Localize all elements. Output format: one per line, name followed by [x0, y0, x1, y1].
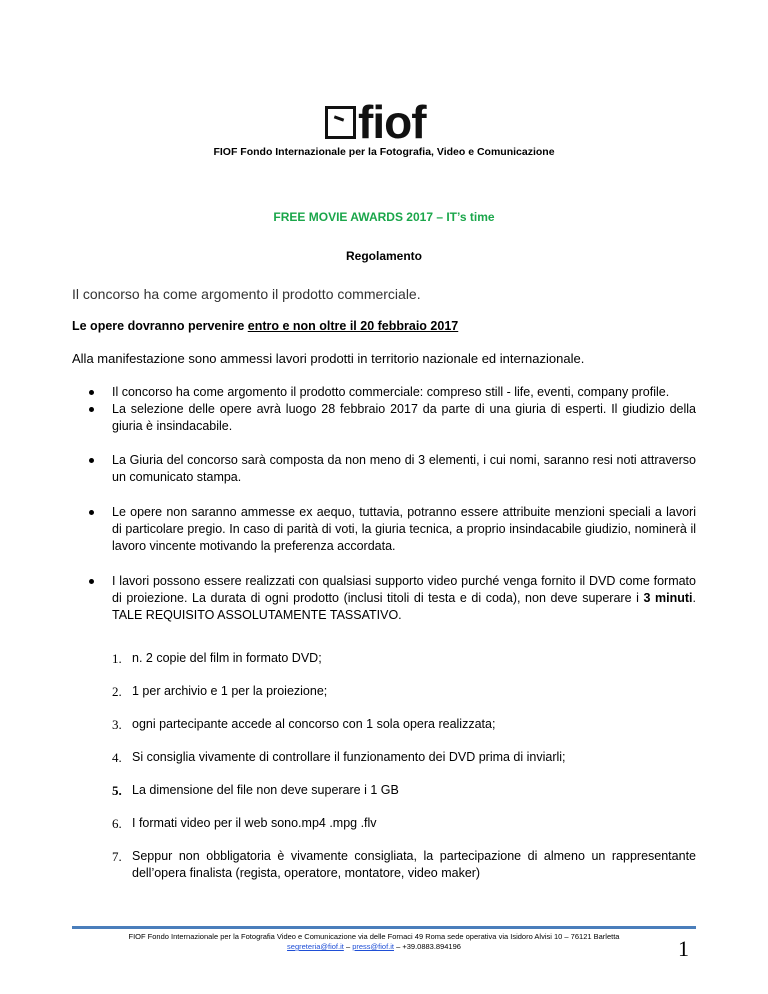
admission-paragraph: Alla manifestazione sono ammessi lavori prodotti in territorio nazionale ed internazionale. — [72, 351, 585, 366]
bullet-item: I lavori possono essere realizzati con qualsiasi supporto video purché venga fornito il DVD come formato di proiezione. La durata di ogni prodotto (inclusi titoli di testa e di coda), non deve superare i 3 minuti. TALE REQUISITO ASSOLUTAMENTE TASSATIVO. — [72, 573, 696, 624]
footer-contacts: segreteria@fiof.it – press@fiof.it – +39.0883.894196 — [287, 942, 461, 951]
bullet-icon — [89, 458, 94, 463]
bullet-icon — [89, 390, 94, 395]
numbered-item: 1. n. 2 copie del film in formato DVD; — [112, 651, 322, 666]
fiof-logo — [325, 96, 426, 148]
event-title: FREE MOVIE AWARDS 2017 – IT’s time — [273, 210, 495, 224]
rules-bullet-list — [72, 384, 696, 624]
bullet-item: Il concorso ha come argomento il prodotto commerciale: compreso still - life, eventi, company profile. — [72, 384, 696, 401]
numbered-item: 3. ogni partecipante accede al concorso con 1 sola opera realizzata; — [112, 717, 496, 732]
press-email-link[interactable]: press@fiof.it — [352, 942, 394, 951]
duration-limit: 3 minuti — [643, 591, 693, 605]
numbered-item: 4. Si consiglia vivamente di controllare il funzionamento dei DVD prima di inviarli; — [112, 750, 566, 765]
bullet-icon — [89, 510, 94, 515]
secretary-email-link[interactable]: segreteria@fiof.it — [287, 942, 344, 951]
deadline-prefix: Le opere dovranno pervenire — [72, 319, 248, 333]
bullet-item: Le opere non saranno ammesse ex aequo, tuttavia, potranno essere attribuite menzioni speciali a lavori di particolare pregio. In caso di parità di voti, la giuria tecnica, a proprio insindacabile giudizio, nominerà il lavoro vincente motivando la preferenza accordata. — [72, 504, 696, 555]
logo-text: fiof — [358, 96, 426, 148]
footer — [64, 932, 684, 952]
intro-paragraph: Il concorso ha come argomento il prodotto commerciale. — [72, 286, 421, 302]
numbered-item: 5. La dimensione del file non deve superare i 1 GB — [112, 783, 399, 798]
footer-address: FIOF Fondo Internazionale per la Fotografia Video e Comunicazione via delle Fornaci 49 Roma sede operativa via Isidoro Alvisi 10 – 76121 Barletta — [128, 932, 620, 941]
bullet-item: La Giuria del concorso sarà composta da non meno di 3 elementi, i cui nomi, saranno resi noti attraverso un comunicato stampa. — [72, 452, 696, 486]
logo-box-icon — [325, 106, 356, 139]
page-number: 1 — [678, 936, 689, 961]
deadline-date: entro e non oltre il 20 febbraio 2017 — [247, 319, 459, 333]
bullet-icon — [89, 407, 94, 412]
bullet-icon — [89, 579, 94, 584]
deadline-paragraph — [72, 319, 458, 333]
numbered-item: 2. 1 per archivio e 1 per la proiezione; — [112, 684, 328, 699]
requirements-numbered-list — [112, 650, 696, 898]
organization-name: FIOF Fondo Internazionale per la Fotografia, Video e Comunicazione — [213, 146, 555, 158]
document-subtitle: Regolamento — [345, 249, 422, 263]
bullet-item: La selezione delle opere avrà luogo 28 febbraio 2017 da parte di una giuria di esperti. Il giudizio della giuria è insindacabile. — [72, 401, 696, 435]
numbered-item: 7. Seppur non obbligatoria è vivamente consigliata, la partecipazione di almeno un rappresentante dell’opera finalista (regista, operatore, montatore, video maker) — [112, 849, 696, 880]
numbered-item: 6. I formati video per il web sono.mp4 .mpg .flv — [112, 816, 377, 831]
footer-divider — [72, 926, 696, 929]
footer-phone: +39.0883.894196 — [402, 942, 461, 951]
